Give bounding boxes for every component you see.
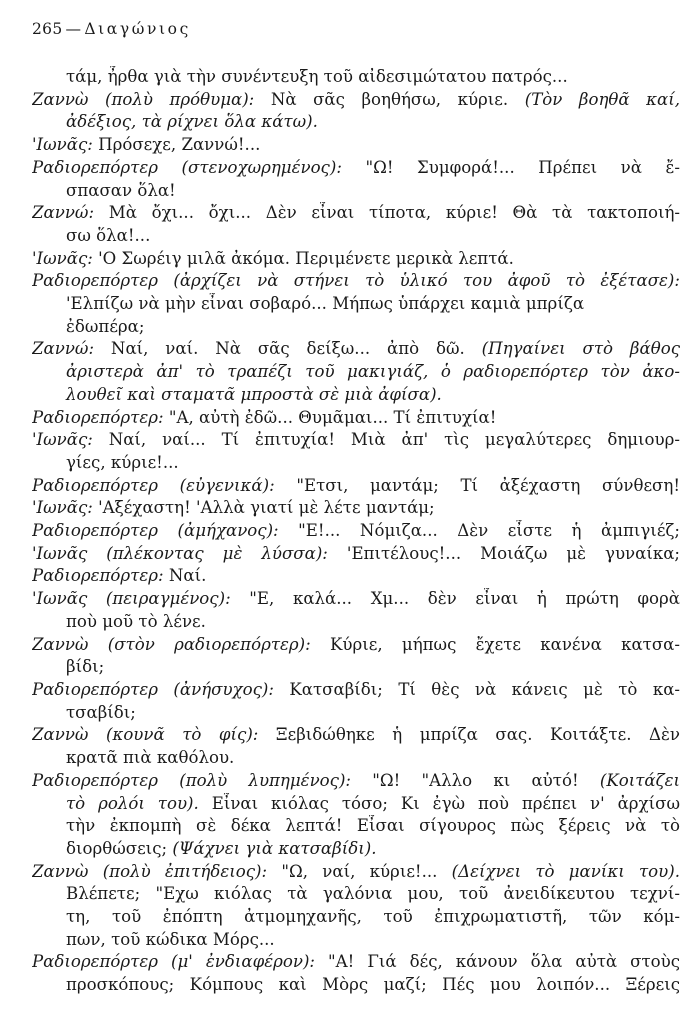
- dialogue-text: "Ω! "Αλλο κι αὐτό!: [351, 770, 600, 790]
- dialogue-text: Ναί, ναί. Νὰ σᾶς δείξω... ἀπὸ δῶ.: [94, 339, 482, 359]
- text-line: [32, 384, 680, 407]
- play-dialogue-text: [32, 66, 680, 997]
- dialogue-text: ποὺ μοῦ τὸ λένε.: [66, 611, 206, 631]
- text-line: [32, 338, 680, 361]
- text-line: [32, 89, 680, 112]
- dialogue-text: [158, 271, 173, 290]
- stage-direction: (ἀρχίζει νὰ στήνει τὸ ὑλικό του ἀφοῦ τὸ ἐξέτασε):: [173, 271, 680, 291]
- speaker-label: 'Ιωνᾶς:: [32, 498, 93, 518]
- dialogue-text: "Α, αὐτὴ ἐδῶ... Θυμᾶμαι... Τί ἐπιτυχία!: [163, 407, 497, 427]
- dialogue-text: Νὰ σᾶς βοηθήσω, κύριε.: [254, 89, 525, 109]
- dialogue-text: τὴν ἐκπομπὴ σὲ δέκα λεπτά! Εἶσαι σίγουρος πὼς ξέρεις νὰ τὸ: [66, 816, 680, 836]
- text-line: [32, 883, 680, 906]
- text-line: [32, 565, 680, 588]
- text-line: [32, 770, 680, 793]
- speaker-label: 'Ιωνᾶς:: [32, 430, 93, 450]
- dialogue-text: "Ω! Συμφορά!... Πρέπει νὰ ἔ-: [341, 157, 680, 177]
- dialogue-text: 'Ο Σωρέιγ μιλᾶ ἀκόμα. Περιμένετε μερικὰ λεπτά.: [92, 248, 514, 268]
- speaker-label: Ραδιορεπόρτερ: [32, 271, 159, 291]
- text-line: [32, 793, 680, 816]
- dialogue-text: Ναί.: [163, 566, 207, 586]
- dialogue-text: τσαβίδι;: [66, 702, 136, 722]
- stage-direction: λουθεῖ καὶ σταματᾶ μπροστὰ σὲ μιὰ ἀφίσα).: [66, 384, 442, 404]
- speaker-label: Ζαννὼ (πολὺ ἐπιτήδειος):: [32, 861, 268, 881]
- speaker-label: Ραδιορεπόρτερ (ἀνήσυχος):: [32, 679, 274, 699]
- stage-direction: ἀριστερὰ ἀπ' τὸ τραπέζι τοῦ μακιγιάζ, ὁ ραδιορεπόρτερ τὸν ἀκο-: [66, 362, 680, 382]
- speaker-label: Ζαννώ:: [32, 203, 95, 223]
- text-line: [32, 679, 680, 702]
- dialogue-text: βίδι;: [66, 657, 105, 677]
- dialogue-text: τάμ, ἦρθα γιὰ τὴν συνέντευξη τοῦ αἰδεσιμώτατου πατρός...: [66, 67, 568, 86]
- text-line: [32, 906, 680, 929]
- speaker-label: Ραδιορεπόρτερ (μ' ἐνδιαφέρον):: [32, 952, 316, 972]
- dialogue-text: Μὰ ὄχι... ὄχι... Δὲν εἶναι τίποτα, κύριε! Θὰ τὰ τακτοποιή-: [94, 203, 680, 223]
- dialogue-text: Ναί, ναί... Τί ἐπιτυχία! Μιὰ ἀπ' τὶς μεγαλύτερες δημιουρ-: [92, 430, 680, 450]
- speaker-label: Ραδιορεπόρτερ (πολὺ λυπημένος):: [32, 770, 352, 790]
- speaker-label: Ραδιορεπόρτερ (εὐγενικά):: [32, 475, 275, 495]
- text-line: [32, 361, 680, 384]
- text-line: [32, 429, 680, 452]
- stage-direction: (Ψάχνει γιὰ κατσαβίδι).: [172, 838, 377, 858]
- text-line: [32, 634, 680, 657]
- speaker-label: Ραδιορεπόρτερ:: [32, 407, 164, 427]
- text-line: [32, 66, 680, 89]
- speaker-label: 'Ιωνᾶς:: [32, 248, 93, 268]
- text-line: [32, 452, 680, 475]
- text-line: [32, 656, 680, 679]
- page-number: 265: [32, 20, 63, 38]
- dialogue-text: γίες, κύριε!...: [66, 452, 179, 472]
- text-line: [32, 407, 680, 430]
- dialogue-text: ἐδωπέρα;: [66, 316, 145, 336]
- speaker-label: Ζαννώ:: [32, 339, 95, 359]
- speaker-label: Ζαννὼ (πολὺ πρόθυμα):: [32, 89, 255, 109]
- text-line: [32, 180, 680, 203]
- text-line: [32, 497, 680, 520]
- running-title: Διαγώνιος: [84, 20, 191, 38]
- dialogue-text: σπασαν ὅλα!: [66, 180, 176, 200]
- speaker-label: 'Ιωνᾶς:: [32, 135, 93, 155]
- text-line: [32, 951, 680, 974]
- dialogue-text: κρατᾶ πιὰ καθόλου.: [66, 748, 235, 768]
- dialogue-text: διορθώσεις;: [66, 838, 173, 858]
- dialogue-text: 'Επιτέλους!... Μοιάζω μὲ γυναίκα;: [327, 543, 680, 563]
- text-line: [32, 316, 680, 339]
- dialogue-text: σω ὅλα!...: [66, 225, 151, 245]
- speaker-label: Ραδιορεπόρτερ (στενοχωρημένος):: [32, 157, 342, 177]
- stage-direction: τὸ ρολόι του).: [66, 793, 199, 813]
- text-line: [32, 974, 680, 997]
- dialogue-text: 'Ελπίζω νὰ μὴν εἶναι σοβαρό... Μήπως ὑπάρχει καμιὰ μπρίζα: [66, 294, 585, 314]
- dialogue-text: "Α! Γιά δές, κάνουν ὅλα αὐτὰ στοὺς: [315, 952, 680, 972]
- text-line: [32, 838, 680, 861]
- text-line: [32, 111, 680, 134]
- stage-direction: (Δείχνει τὸ μανίκι του).: [451, 861, 680, 881]
- dialogue-text: Ξεβιδώθηκε ἡ μπρίζα σας. Κοιτάξτε. Δὲν: [258, 725, 680, 745]
- text-line: [32, 702, 680, 725]
- stage-direction: ἀδέξιος, τὰ ρίχνει ὅλα κάτω).: [66, 112, 318, 132]
- stage-direction: (Πηγαίνει στὸ βάθος: [481, 339, 680, 359]
- text-line: [32, 475, 680, 498]
- text-line: [32, 929, 680, 952]
- dialogue-text: Κατσαβίδι; Τί θὲς νὰ κάνεις μὲ τὸ κα-: [273, 679, 680, 699]
- text-line: [32, 543, 680, 566]
- dialogue-text: πων, τοῦ κώδικα Μόρς...: [66, 929, 275, 949]
- stage-direction: (Τὸν βοηθᾶ καί,: [524, 89, 680, 109]
- text-line: [32, 611, 680, 634]
- speaker-label: Ραδιορεπόρτερ (ἀμήχανος):: [32, 521, 279, 541]
- text-line: [32, 588, 680, 611]
- dialogue-text: 'Αξέχαστη! 'Αλλὰ γιατί μὲ λέτε μαντάμ;: [92, 498, 435, 518]
- dialogue-text: Εἶναι κιόλας τόσο; Κι ἐγὼ ποὺ πρέπει ν' ἀρχίσω: [198, 793, 680, 813]
- dialogue-text: Κύριε, μήπως ἔχετε κανένα κατσα-: [310, 634, 680, 654]
- text-line: [32, 157, 680, 180]
- dialogue-text: "Ω, ναί, κύριε!...: [267, 861, 452, 881]
- dialogue-text: Πρόσεχε, Ζαννώ!...: [92, 135, 261, 155]
- stage-direction: (Κοιτάζει: [599, 770, 680, 790]
- speaker-label: 'Ιωνᾶς (πλέκοντας μὲ λύσσα):: [32, 543, 328, 563]
- dialogue-text: "Ε, καλά... Χμ... δὲν εἶναι ἡ πρώτη φορὰ: [230, 589, 680, 609]
- text-line: [32, 293, 680, 316]
- speaker-label: Ζαννὼ (στὸν ραδιορεπόρτερ):: [32, 634, 311, 654]
- dialogue-text: "Ε!... Νόμιζα... Δὲν εἶστε ἡ ἀμπιγιέζ;: [278, 521, 680, 541]
- dialogue-text: τη, τοῦ ἐπόπτη ἀτμομηχανῆς, τοῦ ἐπιχρωματιστῆ, τῶν κόμ-: [66, 907, 680, 927]
- text-line: [32, 248, 680, 271]
- text-line: [32, 520, 680, 543]
- text-line: [32, 225, 680, 248]
- dialogue-text: Βλέπετε; "Εχω κιόλας τὰ γαλόνια μου, τοῦ ἀνειδίκευτου τεχνί-: [66, 884, 680, 904]
- speaker-label: Ραδιορεπόρτερ:: [32, 566, 164, 586]
- text-line: [32, 724, 680, 747]
- dialogue-text: προσκόπους; Κόμπους καὶ Μὸρς μαζί; Πές μου λοιπόν... Ξέρεις: [66, 975, 680, 995]
- text-line: [32, 747, 680, 770]
- dialogue-text: "Ετσι, μαντάμ; Τί ἀξέχαστη σύνθεση!: [274, 475, 680, 495]
- text-line: [32, 134, 680, 157]
- speaker-label: Ζαννὼ (κουνᾶ τὸ φίς):: [32, 725, 259, 745]
- text-line: [32, 270, 680, 293]
- running-header: [32, 20, 191, 38]
- text-line: [32, 815, 680, 838]
- text-line: [32, 861, 680, 884]
- header-separator: —: [65, 20, 82, 38]
- speaker-label: 'Ιωνᾶς (πειραγμένος):: [32, 589, 231, 609]
- text-line: [32, 202, 680, 225]
